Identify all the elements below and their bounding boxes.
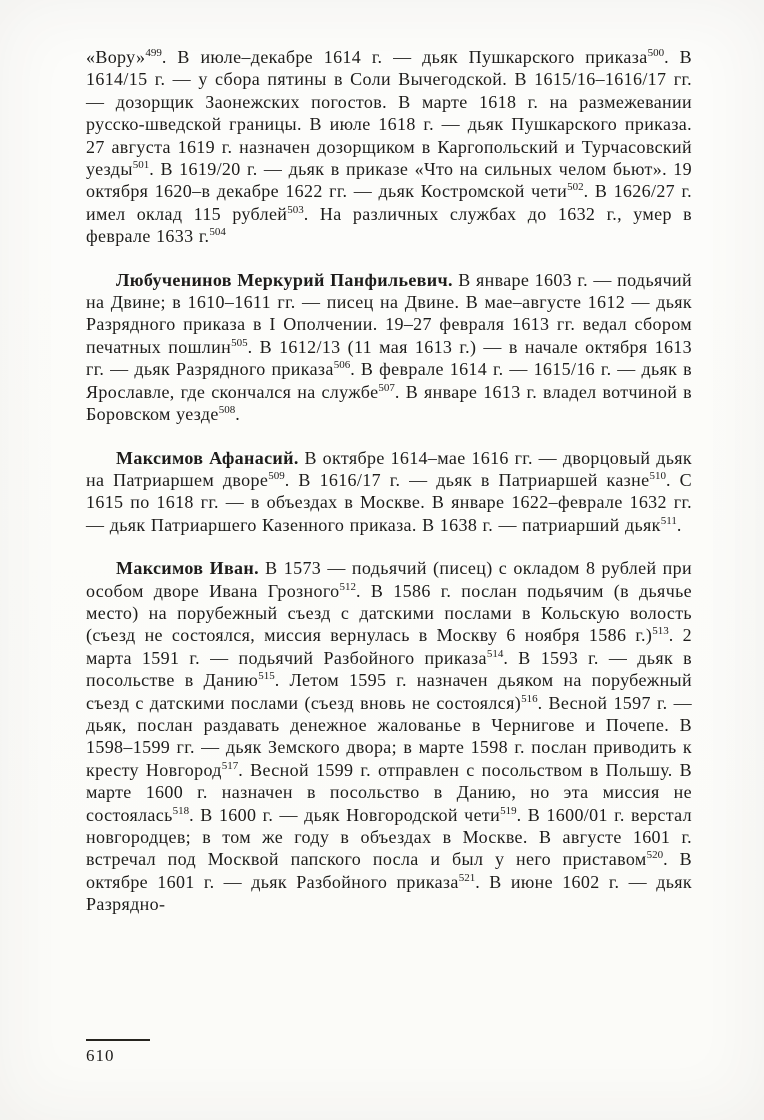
text-run: . В 1614/15 г. — у сбора пятины в Соли Вычегодской. В 1615/16–1616/17 гг. — дозорщик Заонежских погостов. В марте 1618 г. на размежевании русско-шведской границы. В июле 1618 г. — дьяк Пушкарского приказа. 27 августа 1619 г. назначен дозорщиком в Каргопольский и Турчасовский уезды: [86, 47, 692, 180]
footnote-ref: 513: [652, 625, 669, 638]
footnote-ref: 507: [378, 381, 395, 394]
entry-name: Максимов Иван.: [116, 558, 259, 579]
text-run: «Вору»: [86, 47, 146, 67]
page-footer: [86, 1039, 150, 1066]
footnote-ref: 499: [145, 47, 162, 59]
footnote-ref: 510: [649, 469, 666, 482]
footnote-ref: 520: [646, 849, 664, 862]
text-run: В 1573 — подьячий (писец) с окладом 8 рублей при особом дворе Ивана Грозного: [86, 558, 692, 601]
text-run: В октябре 1614–мае 1616 гг. — дворцовый дьяк на Патриаршем дворе: [86, 447, 692, 490]
text-run: . В 1586 г. послан подьячим (в дьячье место) на порубежный съезд с датскими послами в Кольскую волость (съезд не состоялся, миссия вернулась в Москву 6 ноября 1586 г.): [86, 580, 692, 646]
footnote-ref: 506: [333, 359, 351, 372]
entry-name: Максимов Афанасий.: [116, 447, 299, 468]
footnote-ref: 519: [500, 804, 517, 817]
text-run: . В 1612/13 (11 мая 1613 г.) — в начале октября 1613 гг. — дьяк Разрядного приказа: [86, 336, 693, 380]
document-body: [86, 46, 692, 916]
footnote-ref: 518: [172, 804, 190, 817]
footnote-ref: 514: [486, 647, 504, 660]
footnote-ref: 501: [132, 159, 150, 172]
text-run: . В 1626/27 г. имел оклад 115 рублей: [86, 181, 692, 224]
entry-name: Любученинов Меркурий Панфильевич.: [116, 269, 453, 290]
text-run: . В 1593 г. — дьяк в посольстве в Данию: [86, 647, 692, 691]
text-run: . В июне 1602 г. — дьяк Разрядно-: [86, 871, 692, 915]
text-run: . В 1619/20 г. — дьяк в приказе «Что на сильных челом бьют». 19 октября 1620–в декабре 1622 гг. — дьяк Костромской чети: [86, 159, 692, 202]
footnote-ref: 521: [458, 871, 476, 884]
footnote-ref: 511: [660, 514, 677, 527]
text-run: . На различных службах до 1632 г., умер в феврале 1633 г.: [86, 203, 692, 247]
footnote-ref: 504: [209, 226, 226, 239]
text-run: . В июле–декабре 1614 г. — дьяк Пушкарского приказа: [161, 47, 648, 67]
footnote-ref: 500: [647, 47, 665, 59]
text-run: В январе 1603 г. — подьячий на Двине; в 1610–1611 гг. — писец на Двине. В мае–августе 1612 — дьяк Разрядного приказа в I Ополчении. 19–27 февраля 1613 гг. ведал сбором печатных пошлин: [86, 269, 692, 357]
footnote-ref: 508: [218, 404, 236, 417]
paragraph: [86, 46, 692, 248]
footnote-ref: 516: [521, 692, 538, 705]
text-run: . Весной 1599 г. отправлен с посольством в Польшу. В марте 1600 г. назначен в посольство в Данию, но эта миссия не состоялась: [86, 759, 692, 825]
footnote-ref: 503: [287, 203, 304, 216]
text-run: . В 1600/01 г. верстал новгородцев; в том же году в объездах в Москве. В августе 1601 г. встречал под Москвой папского посла и был у него приставом: [86, 804, 692, 870]
footnote-ref: 512: [339, 580, 356, 593]
footnote-ref: 517: [221, 759, 239, 772]
footnote-ref: 502: [567, 181, 584, 194]
text-run: . В феврале 1614 г. — 1615/16 г. — дьяк в Ярославле, где скончался на службе: [86, 359, 692, 402]
text-run: . Летом 1595 г. назначен дьяком на порубежный съезд с датскими послами (съезд вновь не состоялся): [86, 670, 692, 713]
footnote-ref: 515: [258, 670, 275, 683]
paragraph: [86, 557, 692, 916]
text-run: . В октябре 1601 г. — дьяк Разбойного приказа: [86, 849, 692, 892]
paragraph: [86, 269, 692, 426]
text-run: . С 1615 по 1618 гг. — в объездах в Москве. В январе 1622–феврале 1632 гг. — дьяк Патриаршего Казенного приказа. В 1638 г. — патриарший дьяк: [86, 469, 692, 535]
text-run: . В январе 1613 г. владел вотчиной в Боровском уезде: [86, 381, 692, 425]
page-number: 610: [86, 1046, 115, 1065]
footnote-ref: 509: [268, 469, 285, 482]
footnote-ref: 505: [231, 336, 248, 349]
paragraph: [86, 447, 692, 537]
text-run: .: [235, 404, 241, 425]
text-run: .: [676, 514, 682, 535]
text-run: . В 1616/17 г. — дьяк в Патриаршей казне: [284, 469, 650, 490]
text-run: . В 1600 г. — дьяк Новгородской чети: [189, 804, 501, 825]
footer-rule: [86, 1039, 150, 1041]
text-run: . Весной 1597 г. — дьяк, послан раздавать денежное жалованье в Чернигове и Почепе. В 1598–1599 гг. — дьяк Земского двора; в марте 1598 г. послан приводить к кресту Новгород: [86, 692, 692, 780]
text-run: . 2 марта 1591 г. — подьячий Разбойного приказа: [86, 625, 692, 668]
